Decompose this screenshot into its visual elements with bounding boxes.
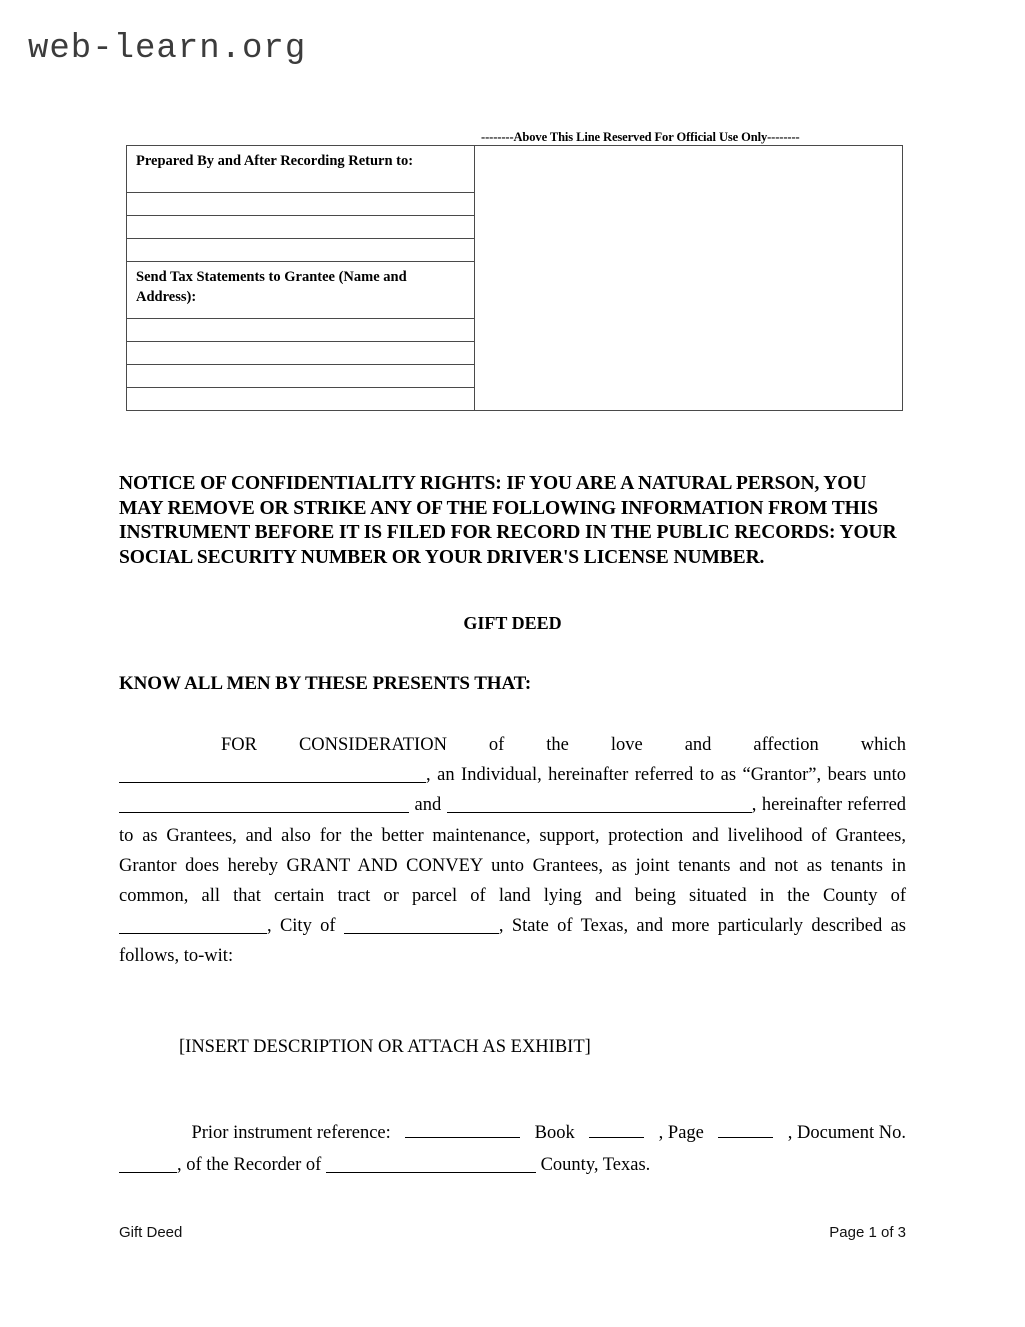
prepared-by-blank-line-2[interactable] [127,216,475,239]
deed-body-paragraph [119,730,906,972]
paragraph-indent [119,730,179,760]
consideration-line [119,730,906,760]
footer-document-name: Gift Deed [119,1224,183,1241]
recorder-of-text: , of the Recorder of [177,1155,322,1175]
document-no-label: , Document No. [787,1123,906,1143]
know-all-men-heading: KNOW ALL MEN BY THESE PRESENTS THAT: [119,673,532,694]
word-love: love [610,735,643,755]
unto-word: unto [873,765,906,786]
grantee-two-blank[interactable] [447,793,752,813]
grantor-clause-text: , an Individual, hereinafter referred to as “Grantor”, bears [426,765,867,786]
page-label: , Page [658,1123,704,1143]
word-for: FOR [220,735,257,755]
footer-page-number: Page 1 of 3 [829,1224,906,1241]
word-and: and [684,735,712,755]
city-of-text: , City of [267,916,336,937]
county-blank[interactable] [119,914,267,934]
prepared-by-blank-line-3[interactable] [127,239,475,262]
county-texas-text: County, Texas. [540,1155,651,1175]
and-word: and [414,795,442,816]
book-label: Book [534,1123,575,1143]
word-of: of [488,735,505,755]
prior-instrument-blank[interactable] [405,1118,520,1138]
prior-instrument-block [119,1117,906,1181]
official-use-cell [475,129,903,411]
site-watermark: web-learn.org [28,30,307,68]
word-consideration: CONSIDERATION [298,735,447,755]
book-blank[interactable] [589,1118,644,1138]
page-footer [119,1224,906,1241]
insert-description-placeholder: [INSERT DESCRIPTION OR ATTACH AS EXHIBIT] [179,1037,591,1057]
page-title: GIFT DEED [463,613,562,633]
confidentiality-notice: NOTICE OF CONFIDENTIALITY RIGHTS: IF YOU ARE A NATURAL PERSON, YOU MAY REMOVE OR STRIKE ANY OF THE FOLLOWING INFORMATION FROM THIS INSTRUMENT BEFORE IT IS FILED FOR RECORD IN THE PUBLIC RECORDS: YOUR SOCIAL SECURITY NUMBER OR YOUR DRIVER'S LICENSE NUMBER. [119,473,897,568]
send-tax-blank-line-1[interactable] [127,319,475,342]
prepared-by-label: Prepared By and After Recording Return to: [136,153,414,169]
official-use-wrap [475,131,902,147]
of-word: of [890,886,907,907]
conveyance-text: referred to as Grantees, and also for the better maintenance, support, protection and livelihood of Grantees, Grantor does hereby GRANT AND CONVEY unto Grantees, as joint tenants and not as tenants in common, all that certain tract or parcel of land lying and being situated in the County [119,795,907,907]
city-blank[interactable] [344,914,499,934]
send-tax-blank-line-2[interactable] [127,342,475,365]
prior-instrument-label: Prior instrument reference: [191,1123,391,1143]
send-tax-blank-line-4[interactable] [127,388,475,411]
prepared-by-blank-line-1[interactable] [127,193,475,216]
recording-info-table [126,129,903,411]
send-tax-blank-line-3[interactable] [127,365,475,388]
prior-instrument-line [119,1117,906,1149]
hereinafter-text: , hereinafter [751,795,842,816]
word-the: the [546,735,569,755]
send-tax-cell [127,262,475,319]
word-which: which [860,735,906,755]
state-tail-text: , State of Texas, and more particularly described as follows, to-wit: [119,916,906,967]
grantor-name-blank[interactable] [119,763,426,783]
recorder-county-blank[interactable] [326,1153,536,1173]
prepared-by-cell [127,146,475,193]
official-use-note: --------Above This Line Reserved For Official Use Only-------- [481,129,800,144]
document-no-blank[interactable] [119,1153,177,1173]
table-row [127,146,903,193]
word-affection: affection [753,735,819,755]
send-tax-label: Send Tax Statements to Grantee (Name and Address): [136,269,407,305]
grantee-one-blank[interactable] [119,793,409,813]
page-blank[interactable] [718,1118,773,1138]
